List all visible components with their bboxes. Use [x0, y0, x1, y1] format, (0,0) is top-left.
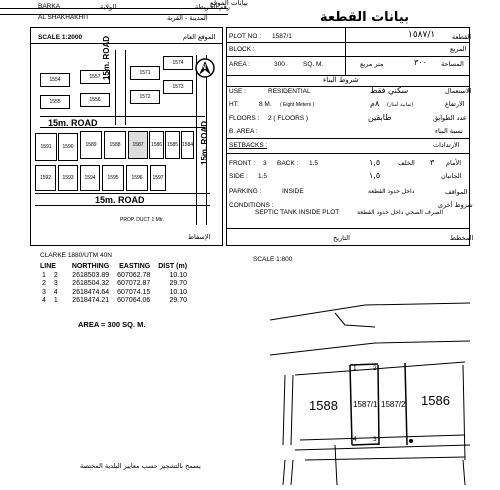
wilayat-value: BARKA	[38, 3, 61, 10]
town-value: AL SHAKHAKHIT	[38, 14, 90, 21]
detail-plot-1586: 1586	[421, 393, 450, 408]
planner-label: المخطط	[450, 234, 474, 242]
map-plot: 1557	[80, 70, 110, 84]
line-to: 3	[53, 280, 58, 287]
map-plot: 1587	[128, 131, 148, 159]
map-plot: 1574	[163, 56, 193, 70]
road-label-2: 15m. ROAD	[95, 195, 145, 205]
conditions-label: CONDITIONS :	[229, 202, 274, 209]
side-value: 1.5	[258, 173, 268, 180]
line-to: 2	[53, 271, 58, 279]
map-plot: 1571	[130, 66, 160, 80]
building-area-label: B. AREA :	[229, 128, 258, 135]
back-value: 1.5	[309, 160, 319, 167]
location-map-title: الموقع العام	[183, 33, 216, 41]
map-plot: 1593	[58, 165, 78, 191]
map-plot: 1555	[40, 95, 70, 109]
height-ar-note: (ثمانية أمتار)	[387, 102, 414, 108]
col-easting: EASTING	[119, 263, 151, 270]
town-label: المدينة - القرية	[167, 14, 208, 22]
area-unit: SQ. M.	[303, 61, 324, 68]
map-plot: 1597	[150, 165, 166, 191]
corner-label-2: 2	[373, 365, 377, 372]
map-plot: 1591	[35, 133, 57, 161]
building-area-ar-label: نسبة البناء	[435, 127, 463, 135]
height-note: ( Eight Meters )	[280, 102, 315, 108]
height-ar-value: ٨م	[370, 99, 380, 108]
footer-note: يسمح بالتشجير حسب معايير البلدية المختصة	[80, 462, 201, 470]
area-value: 300	[274, 61, 285, 68]
map-plot: 1554	[40, 73, 70, 87]
conditions-value: SEPTIC TANK INSIDE PLOT	[255, 209, 340, 216]
area-ar-value: ٣٠٠	[414, 58, 427, 67]
back-ar-label: الخلف	[398, 159, 415, 167]
map-plot: 1590	[58, 133, 78, 161]
wilayat-label: الولاية	[100, 3, 117, 11]
northing-cell: 2618503.89	[72, 271, 110, 279]
detail-map	[225, 265, 475, 485]
line-to: 1	[53, 297, 58, 304]
map-plot: 1594	[80, 165, 100, 191]
detail-plot-1587-1: 1587/1	[353, 400, 378, 409]
floors-ar-label: عدد الطوابق	[433, 114, 467, 122]
location-map-scale: SCALE 1:2000	[38, 34, 83, 41]
road-label-4: 15m. ROAD	[200, 120, 209, 165]
col-northing: NORTHING	[71, 263, 110, 270]
floors-value: 2 ( FLOORS )	[268, 115, 309, 122]
side-ar-label: الجانبان	[441, 172, 462, 180]
easting-cell: 607062.78	[117, 271, 151, 279]
front-label: FRONT :	[229, 160, 255, 167]
dist-cell: 10.10	[169, 288, 188, 296]
northing-cell: 2618504.32	[72, 280, 110, 287]
coordinates-table	[36, 263, 191, 306]
dist-cell: 29.70	[169, 280, 188, 287]
dist-cell: 10.10	[169, 271, 188, 279]
total-area: AREA = 300 SQ. M.	[78, 320, 146, 329]
floors-ar-value: طابقين	[368, 113, 392, 122]
table-header-row	[36, 263, 191, 272]
easting-cell: 607074.15	[117, 288, 151, 296]
map-plot: 1592	[35, 165, 56, 191]
line-from: 1	[42, 271, 46, 279]
front-ar-label: الأمام	[446, 159, 461, 167]
line-from: 2	[42, 280, 46, 287]
use-ar-label: الاستعمال	[445, 87, 472, 95]
use-value: RESIDENTIAL	[268, 88, 311, 95]
height-ar-label: الارتفاع	[445, 100, 465, 108]
conditions-ar-label: شروط أخرى	[438, 201, 473, 209]
map-plot: 1556	[80, 93, 110, 107]
use-ar-value: سكني فقط	[370, 86, 409, 95]
area-ar-label: المساحة	[441, 60, 464, 68]
back-label: BACK :	[277, 160, 299, 167]
northing-cell: 2618474.21	[72, 297, 110, 304]
area-unit-ar: متر مربع	[360, 60, 384, 68]
table-row	[36, 289, 191, 298]
plot-no-value: 1587/1	[272, 33, 292, 40]
easting-cell: 607072.87	[117, 280, 151, 287]
parking-value: INSIDE	[282, 188, 304, 195]
map-plot: 1588	[104, 131, 126, 159]
setbacks-label: SETBACKS :	[229, 142, 268, 149]
map-plot: 1585	[165, 131, 180, 159]
projection-label: الإسقاط	[188, 233, 211, 241]
corner-label-1: 1	[353, 365, 357, 372]
height-value: 8 M.	[259, 101, 272, 108]
plot-no-ar-value: ١٥٨٧/١	[408, 30, 436, 40]
line-to: 4	[53, 288, 58, 296]
line-from: 4	[42, 297, 46, 304]
conditions-ar-value: الصرف الصحي داخل حدود القطعة	[357, 209, 444, 216]
back-ar-value: ١,٥	[369, 158, 381, 167]
map-plot: 1586	[149, 131, 164, 159]
col-dist: DIST (m)	[158, 263, 188, 270]
table-row	[36, 280, 191, 289]
map-plot: 1595	[102, 165, 124, 191]
parking-label: PARKING :	[229, 188, 262, 195]
setbacks-ar-label: الارتدادات	[433, 141, 460, 149]
plot-no-ar-label: القطعة	[452, 33, 472, 41]
floors-label: FLOORS :	[229, 115, 260, 122]
corner-label-3: 3	[373, 436, 377, 443]
use-label: USE :	[229, 88, 246, 95]
road-label-1: 15m. ROAD	[48, 118, 98, 128]
plot-data-title: بيانات القطعة	[320, 10, 410, 25]
datum-label: CLARKE 1880/UTM 40N	[40, 252, 112, 259]
area-label: AREA :	[229, 61, 250, 68]
map-plot: 1573	[163, 80, 193, 94]
block-ar-label: المربع	[450, 45, 467, 53]
parking-ar-value: داخل حدود القطعة	[368, 188, 415, 195]
plot-no-label: PLOT NO :	[229, 33, 262, 40]
north-label: N	[201, 64, 207, 71]
col-line: LINE	[40, 263, 56, 270]
side-ar-value: ١,٥	[369, 171, 381, 180]
map-number-label: رقم الخريطة	[195, 3, 230, 11]
table-row	[36, 297, 191, 306]
parking-ar-label: المواقف	[445, 188, 468, 196]
map-plot: 1584	[181, 131, 194, 159]
duct-label: PROP. DUCT 1 Mtr.	[120, 217, 164, 223]
northing-cell: 2618474.64	[72, 288, 110, 296]
building-conditions-title: شروط البناء	[323, 76, 359, 84]
side-label: SIDE :	[229, 173, 248, 180]
front-value: 3	[263, 160, 267, 167]
detail-plot-1588: 1588	[309, 398, 338, 413]
table-row	[36, 272, 191, 281]
block-label: BLOCK :	[229, 46, 255, 53]
map-plot: 1596	[126, 165, 148, 191]
top-header-ar: بيانات الموقع	[210, 0, 248, 7]
map-plot: 1589	[80, 131, 102, 159]
road-label-3: 15m. ROAD	[102, 35, 111, 80]
easting-cell: 607064.06	[117, 297, 151, 304]
front-ar-value: ٣	[430, 158, 435, 167]
corner-label-4: 4	[353, 436, 357, 443]
dist-cell: 29.70	[169, 297, 188, 304]
date-label: التاريخ	[333, 234, 350, 242]
detail-plot-1587-2: 1587/2	[381, 400, 406, 409]
height-label: HT:	[229, 101, 239, 108]
detail-map-scale: SCALE 1:800	[253, 256, 293, 263]
line-from: 3	[42, 288, 46, 296]
map-plot: 1572	[130, 90, 160, 104]
